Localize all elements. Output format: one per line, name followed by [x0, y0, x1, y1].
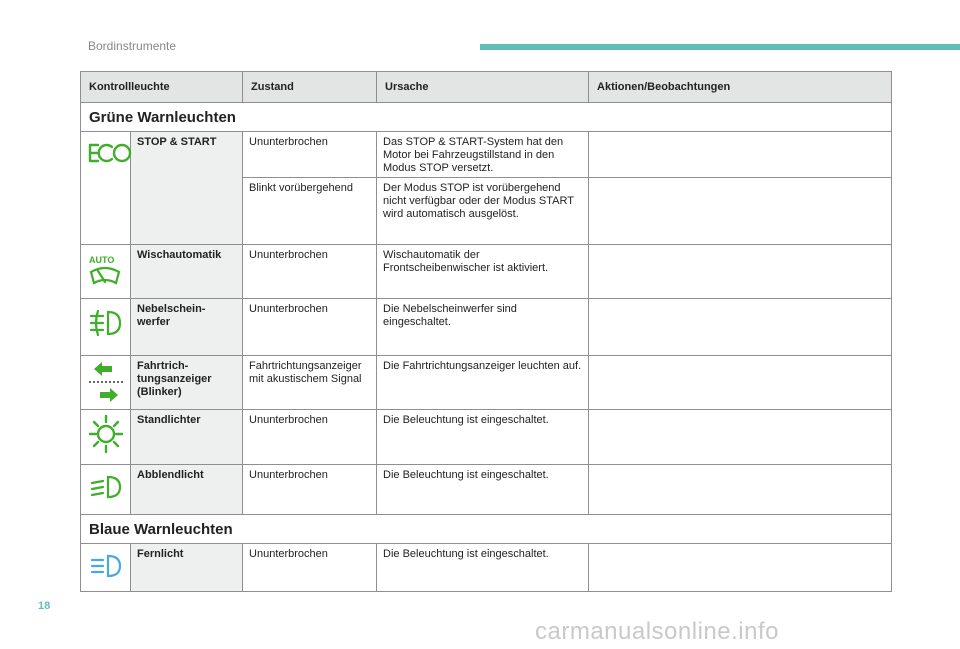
table-row: [81, 410, 892, 465]
front-fog-light-icon: [88, 308, 122, 338]
indicator-cell: [81, 356, 131, 410]
table-row: [81, 356, 892, 410]
indicator-cell: [81, 299, 131, 356]
column-header-warning-light: Kontrollleuchte: [81, 72, 243, 103]
state-cell: Ununterbrochen: [243, 132, 377, 178]
side-light-icon: [88, 414, 124, 454]
column-header-state: Zustand: [243, 72, 377, 103]
state-cell: Fahrtrichtungsanzeiger mit akustischem Signal: [243, 356, 377, 410]
section-header-row: [81, 103, 892, 132]
warning-lights-table: [80, 71, 892, 592]
state-cell: Ununterbrochen: [243, 465, 377, 515]
page-number: 18: [38, 600, 51, 612]
cause-cell: Die Beleuchtung ist eingeschaltet.: [377, 410, 589, 465]
column-header-actions: Aktionen/Beobachtungen: [589, 72, 892, 103]
indicator-name: Abblendlicht: [131, 465, 243, 515]
watermark: carmanualsonline.info: [535, 618, 779, 645]
svg-text:AUTO: AUTO: [89, 255, 115, 265]
action-cell: [589, 465, 892, 515]
eco-icon: [88, 141, 132, 165]
action-cell: [589, 178, 892, 245]
state-cell: Ununterbrochen: [243, 245, 377, 299]
section-title-blue: Blaue Warnleuchten: [81, 515, 892, 544]
indicator-name: STOP & START: [131, 132, 243, 245]
action-cell: [589, 132, 892, 178]
action-cell: [589, 356, 892, 410]
table-row: [81, 465, 892, 515]
indicator-cell: [81, 245, 131, 299]
section-title-green: Grüne Warnleuchten: [81, 103, 892, 132]
indicator-name: Wischautomatik: [131, 245, 243, 299]
cause-cell: Die Beleuchtung ist eingeschaltet.: [377, 465, 589, 515]
header-accent-bar: [480, 44, 960, 50]
turn-signal-icon: [88, 360, 126, 404]
state-cell: Ununterbrochen: [243, 410, 377, 465]
dipped-beam-icon: [88, 474, 122, 500]
column-header-cause: Ursache: [377, 72, 589, 103]
state-cell: Blinkt vorübergehend: [243, 178, 377, 245]
right-arrow-icon: [100, 388, 118, 402]
cause-cell: Das STOP & START-System hat den Motor bei Fahrzeugstillstand in den Modus STOP versetzt.: [377, 132, 589, 178]
left-arrow-icon: [94, 362, 112, 376]
cause-cell: Wischautomatik der Frontscheibenwischer ist aktiviert.: [377, 245, 589, 299]
cause-cell: Die Nebelscheinwerfer sind eingeschaltet.: [377, 299, 589, 356]
auto-wiper-icon: [88, 254, 122, 288]
state-cell: Ununterbrochen: [243, 299, 377, 356]
cause-cell: Die Fahrtrichtungsanzeiger leuchten auf.: [377, 356, 589, 410]
indicator-name: Fernlicht: [131, 544, 243, 592]
cause-cell: Der Modus STOP ist vorübergehend nicht verfügbar oder der Modus START wird automatisch ausgelöst.: [377, 178, 589, 245]
action-cell: [589, 544, 892, 592]
section-label: Bordinstrumente: [88, 39, 177, 53]
action-cell: [589, 410, 892, 465]
indicator-cell: [81, 410, 131, 465]
table-row: [81, 245, 892, 299]
indicator-cell: [81, 465, 131, 515]
table-row: [81, 132, 892, 178]
indicator-cell: [81, 132, 131, 245]
action-cell: [589, 299, 892, 356]
table-row: [81, 544, 892, 592]
action-cell: [589, 245, 892, 299]
section-header-row: [81, 515, 892, 544]
table-header-row: [81, 72, 892, 103]
indicator-name: Fahrtrich- tungsanzeiger (Blinker): [131, 356, 243, 410]
indicator-name: Standlichter: [131, 410, 243, 465]
cause-cell: Die Beleuchtung ist eingeschaltet.: [377, 544, 589, 592]
table-row: [81, 299, 892, 356]
indicator-cell: [81, 544, 131, 592]
indicator-name: Nebelschein- werfer: [131, 299, 243, 356]
main-beam-icon: [88, 553, 122, 579]
state-cell: Ununterbrochen: [243, 544, 377, 592]
